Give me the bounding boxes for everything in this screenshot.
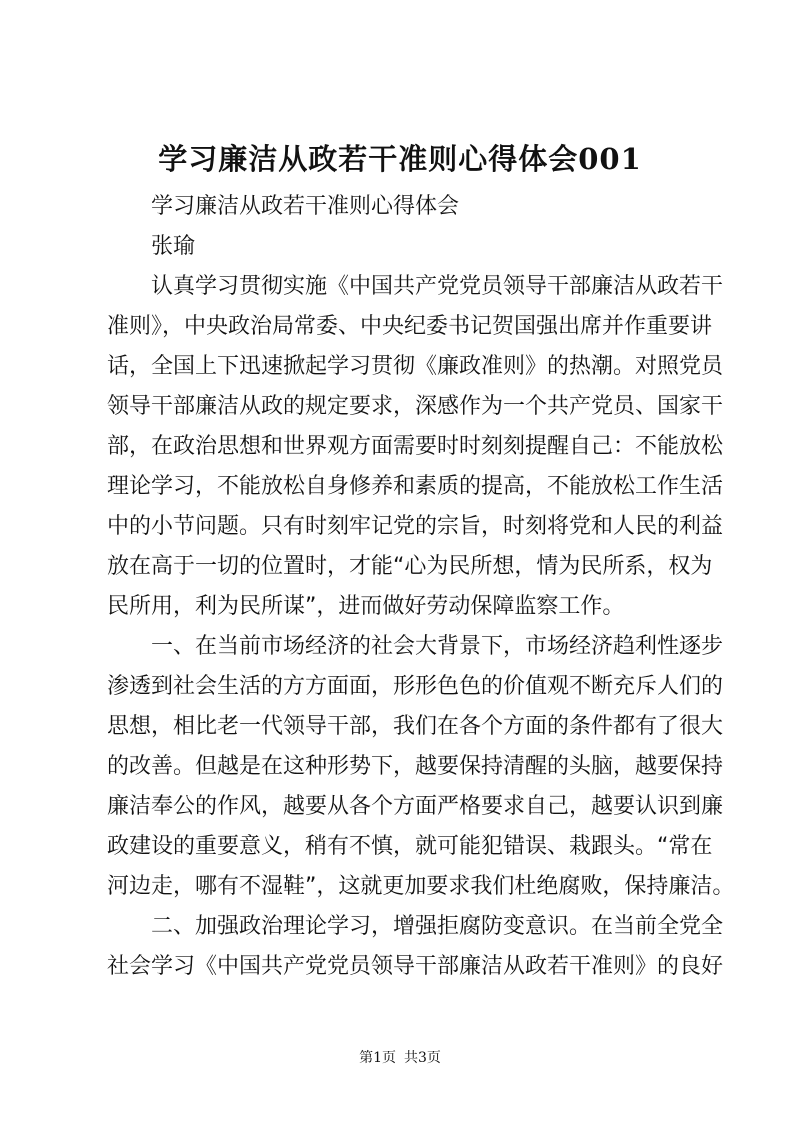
body-line: 政建设的重要意义，稍有不慎，就可能犯错误、栽跟头。“常在: [107, 834, 713, 859]
body-line: 理论学习，不能放松自身修养和素质的提高，不能放松工作生活: [107, 474, 724, 499]
body-line: 二、加强政治理论学习，增强拒腐防变意识。在当前全党全: [151, 914, 724, 939]
document-title: 学习廉洁从政若干准则心得体会001: [158, 142, 642, 176]
body-line: 部，在政治思想和世界观方面需要时时刻刻提醒自己：不能放松: [107, 434, 724, 459]
body-line: 领导干部廉洁从政的规定要求，深感作为一个共产党员、国家干: [107, 394, 724, 419]
body-line: 一、在当前市场经济的社会大背景下，市场经济趋利性逐步: [151, 634, 724, 659]
document-subtitle: 学习廉洁从政若干准则心得体会: [151, 194, 460, 219]
body-line: 准则》，中央政治局常委、中央纪委书记贺国强出席并作重要讲: [107, 314, 713, 339]
body-line: 思想，相比老一代领导干部，我们在各个方面的条件都有了很大: [107, 714, 724, 739]
body-line: 的改善。但越是在这种形势下，越要保持清醒的头脑，越要保持: [107, 754, 724, 779]
body-line: 渗透到社会生活的方方面面，形形色色的价值观不断充斥人们的: [107, 674, 724, 699]
body-line: 民所用，利为民所谋”，进而做好劳动保障监察工作。: [107, 594, 625, 619]
body-line: 放在高于一切的位置时，才能“心为民所想，情为民所系，权为: [107, 554, 713, 579]
body-line: 中的小节问题。只有时刻牢记党的宗旨，时刻将党和人民的利益: [107, 514, 724, 539]
body-line: 社会学习《中国共产党党员领导干部廉洁从政若干准则》的良好: [107, 954, 724, 979]
body-line: 话，全国上下迅速掀起学习贯彻《廉政准则》的热潮。对照党员: [107, 354, 724, 379]
body-line: 廉洁奉公的作风，越要从各个方面严格要求自己，越要认识到廉: [107, 794, 724, 819]
document-author: 张瑜: [151, 234, 196, 259]
page-total: 共3页: [404, 1050, 441, 1066]
page-number: 第1页: [359, 1050, 396, 1066]
body-line: 河边走，哪有不湿鞋”，这就更加要求我们杜绝腐败，保持廉洁。: [107, 874, 735, 899]
body-line: 认真学习贯彻实施《中国共产党党员领导干部廉洁从政若干: [151, 274, 724, 299]
page-footer: [0, 1048, 800, 1068]
